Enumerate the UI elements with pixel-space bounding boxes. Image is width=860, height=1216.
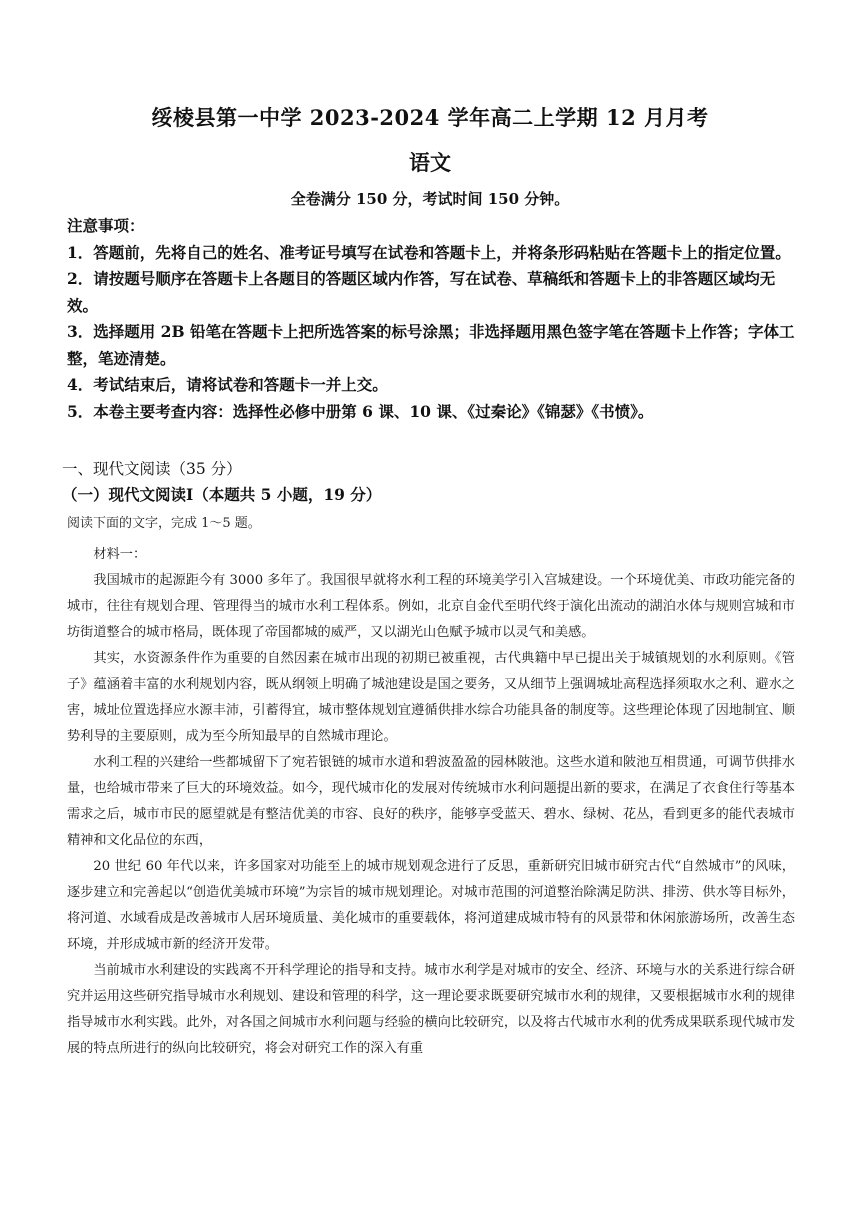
section-heading: 一、现代文阅读（35 分） bbox=[62, 460, 242, 478]
exam-title: 绥棱县第一中学 2023-2024 学年高二上学期 12 月月考 bbox=[151, 105, 709, 130]
notice-item: 1．答题前，先将自己的姓名、准考证号填写在试卷和答题卡上，并将条形码粘贴在答题卡上的指定位置。 bbox=[67, 242, 791, 262]
subsection-heading: （一）现代文阅读Ⅰ（本题共 5 小题，19 分） bbox=[62, 485, 382, 504]
material-paragraph: 我国城市的起源距今有 3000 多年了。我国很早就将水利工程的环境美学引入宫城建设。一个环境优美、市政功能完备的城市，往往有规划合理、管理得当的城市水利工程体系。例如，北京自金代至明代终于演化出流动的湖泊水体与规则宫城和市坊街道整合的城市格局，既体现了帝国都城的威严，又以湖光山色赋予城市以灵气和美感。 bbox=[67, 573, 795, 640]
subject-title: 语文 bbox=[409, 150, 451, 175]
material-paragraph: 其实，水资源条件作为重要的自然因素在城市出现的初期已被重视，古代典籍中早已提出关于城镇规划的水利原则。《管子》蕴涵着丰富的水利规划内容，既从纲领上明确了城池建设是国之要务，又从细节上强调城址高程选择须取水之利、避水之害，城址位置选择应水源丰沛，引蓄得宜，城市整体规划宜遵循供排水综合功能具备的制度等。这些理论体现了因地制宜、顺势利导的主要原则，成为至今所知最早的自然城市理论。 bbox=[67, 651, 795, 744]
notice-item: 2．请按题号顺序在答题卡上各题目的答题区域内作答，写在试卷、草稿纸和答题卡上的非答题区域均无效。 bbox=[67, 269, 776, 315]
notice-block bbox=[67, 213, 802, 425]
notice-item: 3．选择题用 2B 铅笔在答题卡上把所选答案的标号涂黑；非选择题用黑色签字笔在答题卡上作答；字体工整，笔迹清楚。 bbox=[67, 322, 795, 368]
material-paragraph: 20 世纪 60 年代以来，许多国家对功能至上的城市规划观念进行了反思，重新研究旧城市研究古代“自然城市”的风味，逐步建立和完善起以“创造优美城市环境”为宗旨的城市规划理论。对城市范围的河道整治除满足防洪、排涝、供水等目标外，将河道、水域看成是改善城市人居环境质量、美化城市的重要载体，将河道建成城市特有的风景带和休闲旅游场所，改善生态环境，并形成城市新的经济开发带。 bbox=[67, 859, 795, 952]
notice-heading: 注意事项： bbox=[67, 216, 145, 235]
reading-instruction: 阅读下面的文字，完成 1～5 题。 bbox=[67, 516, 261, 531]
material-label: 材料一： bbox=[93, 547, 147, 562]
score-time-line: 全卷满分 150 分，考试时间 150 分钟。 bbox=[290, 190, 570, 208]
notice-item: 5．本卷主要考查内容：选择性必修中册第 6 课、10 课、《过秦论》《锦瑟》《书愤》。 bbox=[67, 401, 654, 421]
material-paragraph: 水利工程的兴建给一些都城留下了宛若银链的城市水道和碧波盈盈的园林陂池。这些水道和陂池互相贯通，可调节供排水量，也给城市带来了巨大的环境效益。如今，现代城市化的发展对传统城市水利问题提出新的要求，在满足了衣食住行等基本需求之后，城市市民的愿望就是有整洁优美的市容、良好的秩序，能够享受蓝天、碧水、绿树、花丛，看到更多的能代表城市精神和文化品位的东西， bbox=[67, 755, 795, 848]
reading-material bbox=[67, 542, 795, 1062]
notice-item: 4．考试结束后，请将试卷和答题卡一并上交。 bbox=[67, 375, 388, 394]
material-paragraph: 当前城市水利建设的实践离不开科学理论的指导和支持。城市水利学是对城市的安全、经济、环境与水的关系进行综合研究并运用这些研究指导城市水利规划、建设和管理的科学，这一理论要求既要研究城市水利的规律，又要根据城市水利的规律指导城市水利实践。此外，对各国之间城市水利问题与经验的横向比较研究，以及将古代城市水利的优秀成果联系现代城市发展的特点所进行的纵向比较研究，将会对研究工作的深入有重 bbox=[67, 963, 795, 1056]
